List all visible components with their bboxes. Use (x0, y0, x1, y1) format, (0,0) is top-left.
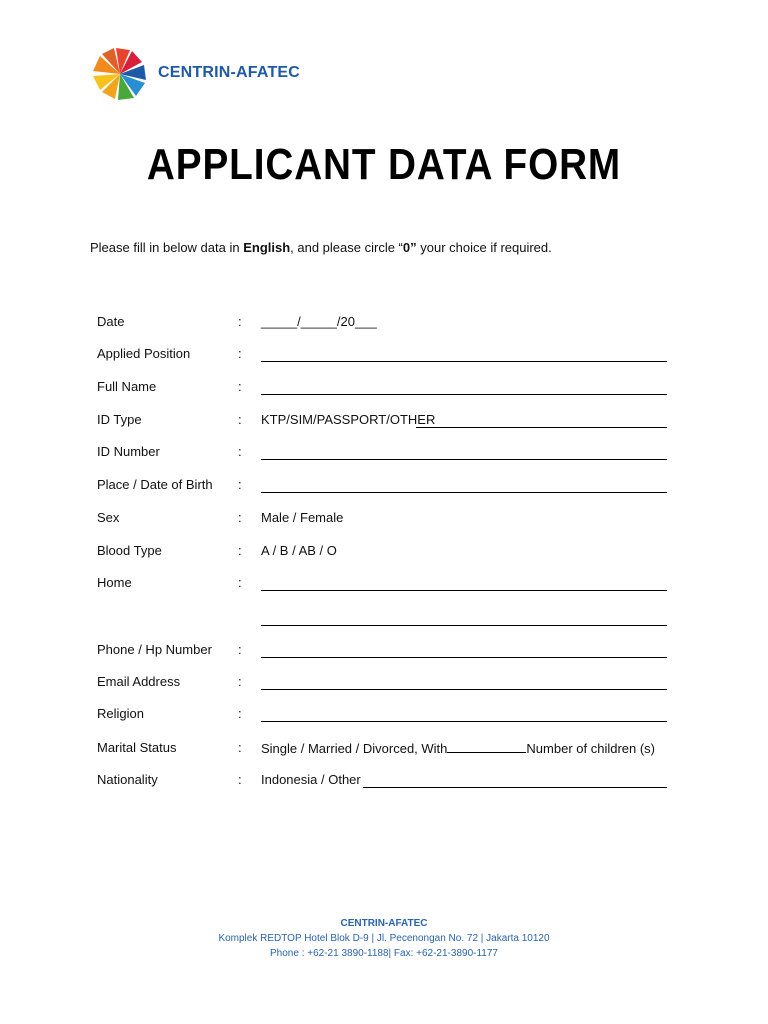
blood-type-options[interactable]: A / B / AB / O (261, 543, 337, 558)
home-address-field-line-2[interactable] (261, 625, 667, 626)
phone-label: Phone / Hp Number (97, 642, 212, 657)
home-address-field[interactable] (261, 590, 667, 591)
colon: : (238, 477, 242, 492)
applied-position-field[interactable] (261, 361, 667, 362)
nationality-other-field[interactable] (363, 787, 667, 788)
sex-options[interactable]: Male / Female (261, 510, 344, 525)
marital-status-label: Marital Status (97, 740, 177, 755)
colon: : (238, 412, 242, 427)
form-title: APPLICANT DATA FORM (146, 140, 622, 189)
colon: : (238, 642, 242, 657)
phone-field[interactable] (261, 657, 667, 658)
email-field[interactable] (261, 689, 667, 690)
religion-field[interactable] (261, 721, 667, 722)
page-footer (0, 916, 768, 961)
children-suffix-text: Number of children (s) (526, 741, 656, 756)
place-dob-field[interactable] (261, 492, 667, 493)
colon: : (238, 740, 242, 755)
sex-label: Sex (97, 510, 120, 525)
id-type-options[interactable]: KTP/SIM/PASSPORT/OTHER (261, 412, 436, 427)
id-type-other-field[interactable] (416, 427, 667, 428)
home-label: Home (97, 575, 132, 590)
email-label: Email Address (97, 674, 181, 689)
date-field[interactable]: _____/_____/20___ (261, 314, 377, 329)
colon: : (238, 314, 242, 329)
colon: : (238, 510, 242, 525)
nationality-label: Nationality (97, 772, 158, 787)
marital-status-options[interactable] (261, 740, 655, 756)
footer-company: CENTRIN-AFATEC (340, 918, 428, 929)
company-logo (90, 44, 301, 104)
colon: : (238, 379, 242, 394)
place-dob-label: Place / Date of Birth (97, 477, 213, 492)
religion-label: Religion (97, 706, 144, 721)
id-number-field[interactable] (261, 459, 667, 460)
instruction-text: Please fill in below data in English, and please circle “0” your choice if required. (90, 240, 552, 255)
id-number-label: ID Number (97, 444, 160, 459)
applied-position-label: Applied Position (97, 346, 191, 361)
id-type-label: ID Type (97, 412, 142, 427)
pinwheel-logo-icon (90, 44, 150, 104)
full-name-field[interactable] (261, 394, 667, 395)
colon: : (238, 674, 242, 689)
footer-address: Komplek REDTOP Hotel Blok D-9 | Jl. Pecenongan No. 72 | Jakarta 10120 (218, 933, 550, 944)
colon: : (238, 346, 242, 361)
colon: : (238, 575, 242, 590)
colon: : (238, 706, 242, 721)
blood-type-label: Blood Type (97, 543, 162, 558)
date-label: Date (97, 314, 125, 329)
footer-contact: Phone : +62-21 3890-1188| Fax: +62-21-3890-1177 (270, 948, 498, 959)
company-name: CENTRIN-AFATEC (158, 64, 301, 81)
nationality-options[interactable]: Indonesia / Other (261, 772, 361, 787)
colon: : (238, 444, 242, 459)
colon: : (238, 772, 242, 787)
full-name-label: Full Name (97, 379, 157, 394)
children-count-field[interactable] (447, 740, 526, 753)
marital-options-text: Single / Married / Divorced, With (261, 741, 448, 756)
colon: : (238, 543, 242, 558)
